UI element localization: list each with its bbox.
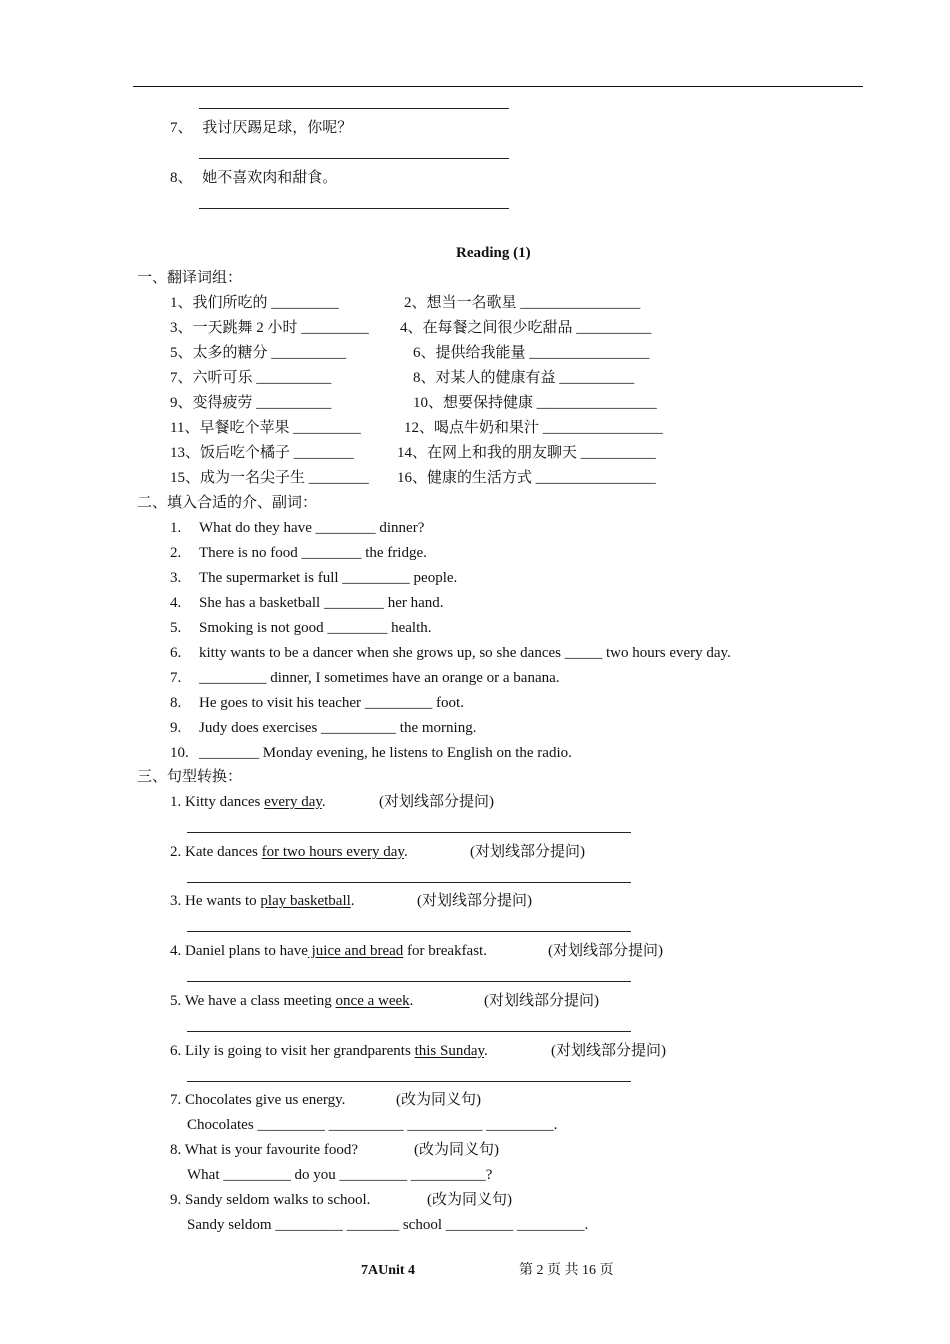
item-number: 8. [170, 695, 182, 711]
item-number: 10. [170, 745, 189, 761]
transform-question-2 [170, 842, 585, 862]
answer-template: Chocolates _________ __________ __________ _________. [187, 1117, 558, 1133]
phrase-item: 10、想要保持健康 ________________ [413, 395, 657, 411]
phrase-item: 7、六听可乐 __________ [170, 370, 332, 386]
item-number: 1. [170, 520, 182, 536]
underlined-part: for two hours every day [261, 844, 404, 860]
phrase-item: 4、在每餐之间很少吃甜品 __________ [400, 320, 652, 336]
underlined-part: this Sunday [414, 1043, 485, 1059]
item-text: _________ dinner, I sometimes have an orange or a banana. [199, 670, 560, 686]
item-text: The supermarket is full _________ people. [199, 570, 458, 586]
transform-question-9 [170, 1190, 512, 1210]
answer-line [187, 981, 631, 982]
transform-question-1 [170, 792, 494, 812]
item-text: Smoking is not good ________ health. [199, 620, 432, 636]
fill-item [170, 693, 464, 713]
transform-question-7 [170, 1090, 481, 1110]
instruction-note: (对划线部分提问) [417, 893, 532, 909]
section-title: Reading (1) [456, 245, 531, 261]
instruction-note: (对划线部分提问) [551, 1043, 666, 1059]
phrase-item: 3、一天跳舞 2 小时 _________ [170, 320, 369, 336]
transform-question-6 [170, 1041, 666, 1061]
phrase-item: 9、变得疲劳 __________ [170, 395, 332, 411]
item-number: 8、 [170, 170, 193, 186]
phrase-item: 15、成为一名尖子生 ________ [170, 470, 369, 486]
phrase-item: 8、对某人的健康有益 __________ [413, 370, 635, 386]
item-text: There is no food ________ the fridge. [199, 545, 427, 561]
phrase-item: 12、喝点牛奶和果汁 ________________ [404, 420, 663, 436]
phrase-item: 6、提供给我能量 ________________ [413, 345, 650, 361]
question-text: . [484, 1043, 488, 1059]
item-text: Judy does exercises __________ the morning. [199, 720, 477, 736]
item-text: 她不喜欢肉和甜食。 [202, 170, 338, 186]
fill-item [170, 743, 572, 763]
transform-question-5 [170, 991, 599, 1011]
underlined-part: play basketball [260, 893, 351, 909]
answer-line [187, 1081, 631, 1082]
answer-line [187, 832, 631, 833]
item-number: 9. [170, 720, 182, 736]
header-rule [133, 86, 863, 87]
fill-item [170, 593, 444, 613]
question-text: 3. He wants to [170, 893, 261, 909]
question-text: 7. Chocolates give us energy. [170, 1092, 346, 1108]
top-item-8 [170, 168, 337, 188]
phrase-item: 13、饭后吃个橘子 ________ [170, 445, 354, 461]
underlined-part: once a week [335, 993, 410, 1009]
item-text: ________ Monday evening, he listens to English on the radio. [199, 745, 572, 761]
question-text: 8. What is your favourite food? [170, 1142, 359, 1158]
phrase-item: 16、健康的生活方式 ________________ [397, 470, 656, 486]
instruction-note: (改为同义句) [414, 1142, 499, 1158]
instruction-note: (改为同义句) [427, 1192, 512, 1208]
question-text: . [403, 844, 408, 860]
instruction-note: (对划线部分提问) [484, 993, 599, 1009]
answer-line [199, 208, 509, 209]
question-text: . [350, 893, 355, 909]
phrase-item: 5、太多的糖分 __________ [170, 345, 347, 361]
fill-item [170, 618, 432, 638]
fill-item [170, 543, 427, 563]
underlined-part: every day [264, 794, 322, 810]
question-text: . [321, 794, 326, 810]
fill-item [170, 518, 424, 538]
question-text: 5. We have a class meeting [170, 993, 336, 1009]
transform-question-4 [170, 941, 663, 961]
footer-unit: 7AUnit 4 [361, 1263, 416, 1278]
phrase-item: 1、我们所吃的 _________ [170, 295, 339, 311]
instruction-note: (对划线部分提问) [379, 794, 494, 810]
instruction-note: (对划线部分提问) [470, 844, 585, 860]
answer-line [187, 882, 631, 883]
item-number: 2. [170, 545, 182, 561]
transform-question-3 [170, 891, 532, 911]
phrase-item: 14、在网上和我的朋友聊天 __________ [397, 445, 656, 461]
item-number: 7、 [170, 120, 193, 136]
phrase-item: 11、早餐吃个苹果 _________ [170, 420, 361, 436]
question-text: 6. Lily is going to visit her grandparents [170, 1043, 415, 1059]
fill-item [170, 668, 560, 688]
answer-line [199, 108, 509, 109]
item-number: 7. [170, 670, 182, 686]
part3-heading: 三、句型转换： [137, 769, 243, 785]
phrase-item: 2、想当一名歌星 ________________ [404, 295, 641, 311]
item-text: She has a basketball ________ her hand. [199, 595, 444, 611]
instruction-note: (改为同义句) [396, 1092, 481, 1108]
instruction-note: (对划线部分提问) [548, 943, 663, 959]
item-number: 4. [170, 595, 182, 611]
item-text: 我讨厌踢足球，你呢？ [202, 120, 353, 136]
part2-heading: 二、填入合适的介、副词： [137, 495, 318, 511]
question-text: 1. Kitty dances [170, 794, 265, 810]
answer-line [187, 931, 631, 932]
answer-line [187, 1031, 631, 1032]
question-text: 2. Kate dances [170, 844, 262, 860]
top-item-7 [170, 118, 352, 138]
transform-question-8 [170, 1140, 499, 1160]
underlined-part: juice and bread [307, 943, 404, 959]
item-number: 5. [170, 620, 182, 636]
question-text: for breakfast. [403, 943, 487, 959]
item-number: 6. [170, 645, 182, 661]
fill-item [170, 643, 731, 663]
question-text: 9. Sandy seldom walks to school. [170, 1192, 371, 1208]
item-text: He goes to visit his teacher _________ foot. [199, 695, 464, 711]
answer-template: Sandy seldom _________ _______ school _________ _________. [187, 1217, 589, 1233]
part1-heading: 一、翻译词组： [137, 270, 243, 286]
question-text: . [409, 993, 414, 1009]
answer-line [199, 158, 509, 159]
fill-item [170, 568, 457, 588]
item-number: 3. [170, 570, 182, 586]
question-text: 4. Daniel plans to have [170, 943, 308, 959]
item-text: What do they have ________ dinner? [199, 520, 425, 536]
answer-template: What _________ do you _________ __________? [187, 1167, 493, 1183]
footer-page-number: 第 2 页 共 16 页 [519, 1263, 614, 1278]
item-text: kitty wants to be a dancer when she grows up, so she dances _____ two hours every day. [199, 645, 731, 661]
fill-item [170, 718, 476, 738]
